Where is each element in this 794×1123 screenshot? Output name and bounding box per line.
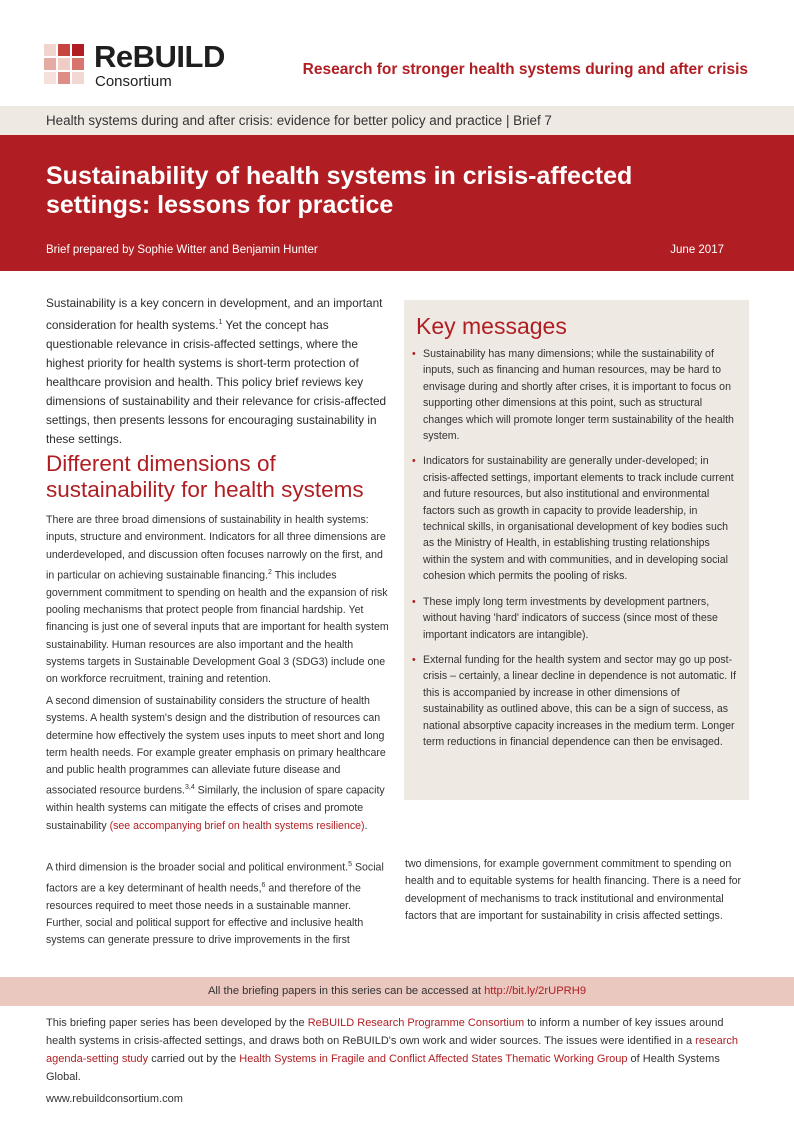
body-text: A third dimension is the broader social and political environment. — [46, 861, 349, 874]
working-group-link[interactable]: Health Systems in Fragile and Conflict Affected States Thematic Working Group — [239, 1053, 628, 1065]
key-message-text: External funding for the health system and sector may go up post-crisis – certainly, a linear decline in dependence is not automatic. If this is accompanied by increase in other dimensions of sustainability as outlined above, this can be a sign of success, as national absorptive capacity increases in the medium term. Longer term reductions in financial dependence can then be envisaged. — [423, 653, 737, 748]
resilience-brief-link[interactable]: (see accompanying brief on health systems resilience) — [109, 819, 365, 832]
key-message-text: Sustainability has many dimensions; while the sustainability of inputs, such as financing and human resources, may be hard to envisage during and shortly after crises, it is important to focus on supporting other dimensions at this point, such as structural changes which will promote longer term sustainability of the health system. — [423, 348, 734, 443]
body-paragraph-4: two dimensions, for example government commitment to spending on health and to equitable systems for health financing. There is a need for development of mechanisms to track institutional and environmental factors that are important for sustainability in crisis affected settings. — [405, 858, 742, 922]
key-message-text: These imply long term investments by development partners, without having 'hard' indicators of success (since most of these important indicators are intangible). — [423, 595, 718, 641]
bullet-icon: • — [412, 348, 416, 360]
publication-date: June 2017 — [670, 244, 724, 256]
series-url-link[interactable]: http://bit.ly/2rUPRH9 — [484, 985, 587, 997]
intro-text: Yet the concept has questionable relevance in crisis-affected settings, where the highest priority for health systems is short-term protection of healthcare provision and health. This policy brief reviews key dimensions of sustainability and their relevance for crisis-affected settings, then presents lessons for encouraging sustainability in these settings. — [46, 317, 387, 446]
body-paragraph-2 — [46, 693, 391, 835]
key-messages-box — [404, 300, 749, 800]
body-paragraph-3 — [46, 856, 386, 950]
key-message-item — [412, 346, 737, 444]
body-text: and therefore of the resources required to meet those needs in a sustainable manner. Further, social and political support for effective and inclusive health systems can generate pressure to drive improvements in the first — [46, 882, 364, 947]
body-paragraph-1 — [46, 512, 391, 689]
footnote-ref: 1 — [218, 319, 223, 326]
intro-paragraph — [46, 294, 391, 449]
footer-text: This briefing paper series has been developed by the — [46, 1017, 308, 1029]
body-text: This includes government commitment to spending on health and the expansion of risk pooling mechanisms that protect people from financial hardship. Yet financing is just one of several inputs that are important for health system sustainability. Human resources are also important and the health systems targets in Sustainable Development Goal 3 (SDG3) include one on workforce recruitment, training and retention. — [46, 569, 389, 686]
byline — [46, 244, 318, 256]
key-message-text: Indicators for sustainability are generally under-developed; in crisis-affected settings, important elements to track include current and future resources, but also institutional and environmental factors such as growth in capacity to provide leadership, in technical skills, in organisational development of key bodies such as the Ministry of Health, in establishing trusting relationships within the system and with communities, and in developing social cohesion which permits the pooling of risks. — [423, 455, 734, 583]
footnote-ref: 3,4 — [184, 784, 195, 792]
key-messages-title: Key messages — [416, 313, 567, 339]
footer-paragraph — [46, 1014, 751, 1086]
bullet-icon: • — [412, 653, 416, 666]
rebuild-consortium-link[interactable]: ReBUILD Research Programme Consortium — [307, 1017, 525, 1029]
footer-text: to inform a number of key issues around health systems in crisis-affected settings, and draws both on ReBUILD's own work and wider sources. The issues were identified in a — [46, 1017, 724, 1047]
key-message-item — [412, 594, 737, 643]
intro-text: Sustainability is a key concern in development, and an important consideration for health systems. — [46, 296, 383, 332]
key-messages-list — [412, 346, 737, 759]
footer-text: carried out by the — [148, 1053, 240, 1065]
author-name: Benjamin Hunter — [232, 244, 318, 256]
footnote-ref: 5 — [348, 861, 352, 868]
footnote-ref: 6 — [261, 881, 266, 889]
body-text: Social factors are a key determinant of health needs, — [46, 861, 384, 895]
body-text: Similarly, the inclusion of spare capacity within health systems can mitigate the effects of crises and promote sustainability — [46, 785, 385, 832]
section-heading: Different dimensions of sustainability for health systems — [46, 451, 364, 502]
byline-and: and — [206, 244, 233, 256]
key-message-item — [412, 453, 737, 584]
logo-grid-icon — [44, 44, 86, 86]
website-url[interactable]: www.rebuildconsortium.com — [46, 1093, 183, 1105]
key-message-item — [412, 652, 737, 750]
body-text: . — [364, 819, 368, 832]
logo-wordmark: ReBUILD — [94, 39, 225, 74]
byline-prefix: Brief prepared by — [46, 244, 138, 256]
series-title: Health systems during and after crisis: evidence for better policy and practice | Brief 7 — [46, 113, 552, 128]
bullet-icon: • — [412, 595, 416, 608]
page-title: Sustainability of health systems in crisis-affected settings: lessons for practice — [46, 162, 633, 219]
footnote-ref: 2 — [268, 568, 272, 576]
footer-text: of Health Systems Global. — [46, 1053, 720, 1083]
body-text: There are three broad dimensions of sustainability in health systems: inputs, structure and environment. Indicators for all three dimensions are underdeveloped, and discussion often focuses narrowly on the first, and in particular on achieving sustainable financing. — [46, 514, 386, 582]
rebuild-logo — [44, 39, 244, 94]
agenda-setting-study-link[interactable]: research agenda-setting study — [46, 1035, 738, 1065]
access-text: All the briefing papers in this series can be accessed at — [207, 985, 485, 997]
access-note — [0, 985, 794, 997]
author-name: Sophie Witter — [137, 244, 207, 256]
tagline: Research for stronger health systems during and after crisis — [302, 61, 748, 78]
body-text: A second dimension of sustainability considers the structure of health systems. A health system's design and the distribution of resources can determine how effectively the system uses inputs to meet short and long term health needs. For example greater emphasis on primary healthcare and public health programmes can alleviate future disease and associated resource burdens. — [46, 695, 386, 798]
bullet-icon: • — [412, 455, 416, 468]
logo-subtitle: Consortium — [95, 73, 172, 90]
